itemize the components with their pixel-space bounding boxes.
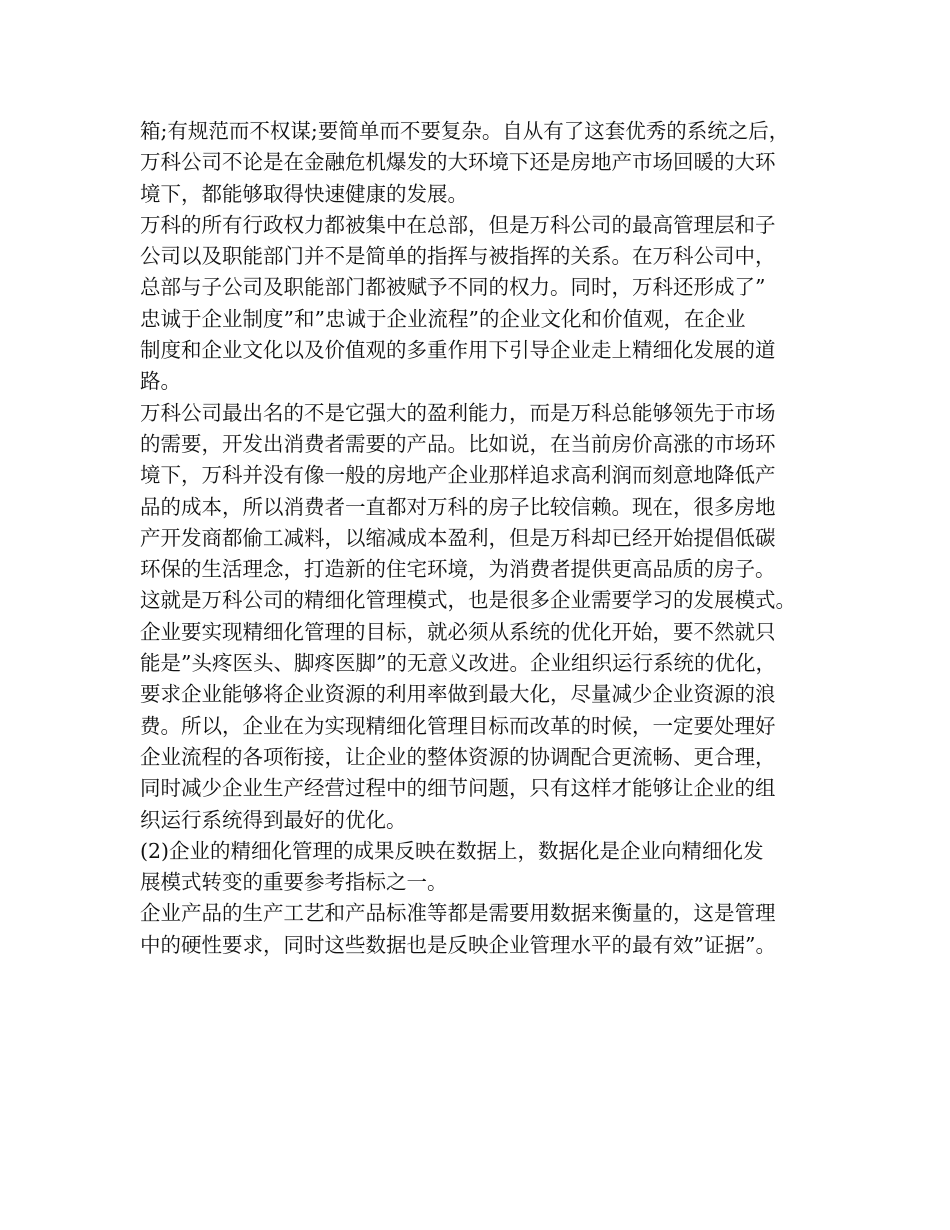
text-line: 织运行系统得到最好的优化。 bbox=[140, 807, 407, 832]
text-line: 路。 bbox=[140, 369, 181, 394]
text-line: 能是”头疼医头、脚疼医脚”的无意义改进。企业组织运行系统的优化， bbox=[140, 651, 776, 676]
text-line: 费。所以，企业在为实现精细化管理目标而改革的时候，一定要处理好 bbox=[140, 713, 776, 738]
text-line: 展模式转变的重要参考指标之一。 bbox=[140, 870, 448, 895]
text-line: 企业流程的各项衔接，让企业的整体资源的协调配合更流畅、更合理， bbox=[140, 744, 776, 769]
text-line: 总部与子公司及职能部门都被赋予不同的权力。同时，万科还形成了” bbox=[140, 275, 766, 300]
text-line: 万科公司最出名的不是它强大的盈利能力，而是万科总能够领先于市场 bbox=[140, 400, 776, 425]
text-line: 中的硬性要求，同时这些数据也是反映企业管理水平的最有效”证据”。 bbox=[140, 932, 776, 957]
text-line: 忠诚于企业制度”和”忠诚于企业流程”的企业文化和价值观，在企业 bbox=[140, 306, 746, 331]
text-line: 品的成本，所以消费者一直都对万科的房子比较信赖。现在，很多房地 bbox=[140, 494, 776, 519]
body-text bbox=[140, 116, 840, 961]
text-line: 制度和企业文化以及价值观的多重作用下引导企业走上精细化发展的道 bbox=[140, 338, 776, 363]
text-line: 万科的所有行政权力都被集中在总部，但是万科公司的最高管理层和子 bbox=[140, 212, 776, 237]
text-line: 要求企业能够将企业资源的利用率做到最大化，尽量减少企业资源的浪 bbox=[140, 682, 776, 707]
text-line: 产开发商都偷工减料，以缩减成本盈利，但是万科却已经开始提倡低碳 bbox=[140, 525, 776, 550]
text-line: 企业产品的生产工艺和产品标准等都是需要用数据来衡量的，这是管理 bbox=[140, 901, 776, 926]
text-line: (2)企业的精细化管理的成果反映在数据上，数据化是企业向精细化发 bbox=[140, 838, 764, 863]
text-line: 同时减少企业生产经营过程中的细节问题，只有这样才能够让企业的组 bbox=[140, 776, 776, 801]
text-line: 公司以及职能部门并不是简单的指挥与被指挥的关系。在万科公司中， bbox=[140, 244, 776, 269]
text-line: 企业要实现精细化管理的目标，就必须从系统的优化开始，要不然就只 bbox=[140, 619, 776, 644]
text-line: 境下，都能够取得快速健康的发展。 bbox=[140, 181, 468, 206]
text-line: 的需要，开发出消费者需要的产品。比如说，在当前房价高涨的市场环 bbox=[140, 431, 776, 456]
text-line: 境下，万科并没有像一般的房地产企业那样追求高利润而刻意地降低产 bbox=[140, 463, 776, 488]
text-line: 这就是万科公司的精细化管理模式，也是很多企业需要学习的发展模式。 bbox=[140, 588, 796, 613]
text-line: 万科公司不论是在金融危机爆发的大环境下还是房地产市场回暖的大环 bbox=[140, 150, 776, 175]
text-line: 环保的生活理念，打造新的住宅环境，为消费者提供更高品质的房子。 bbox=[140, 557, 776, 582]
text-line: 箱;有规范而不权谋;要简单而不要复杂。自从有了这套优秀的系统之后， bbox=[140, 119, 790, 143]
